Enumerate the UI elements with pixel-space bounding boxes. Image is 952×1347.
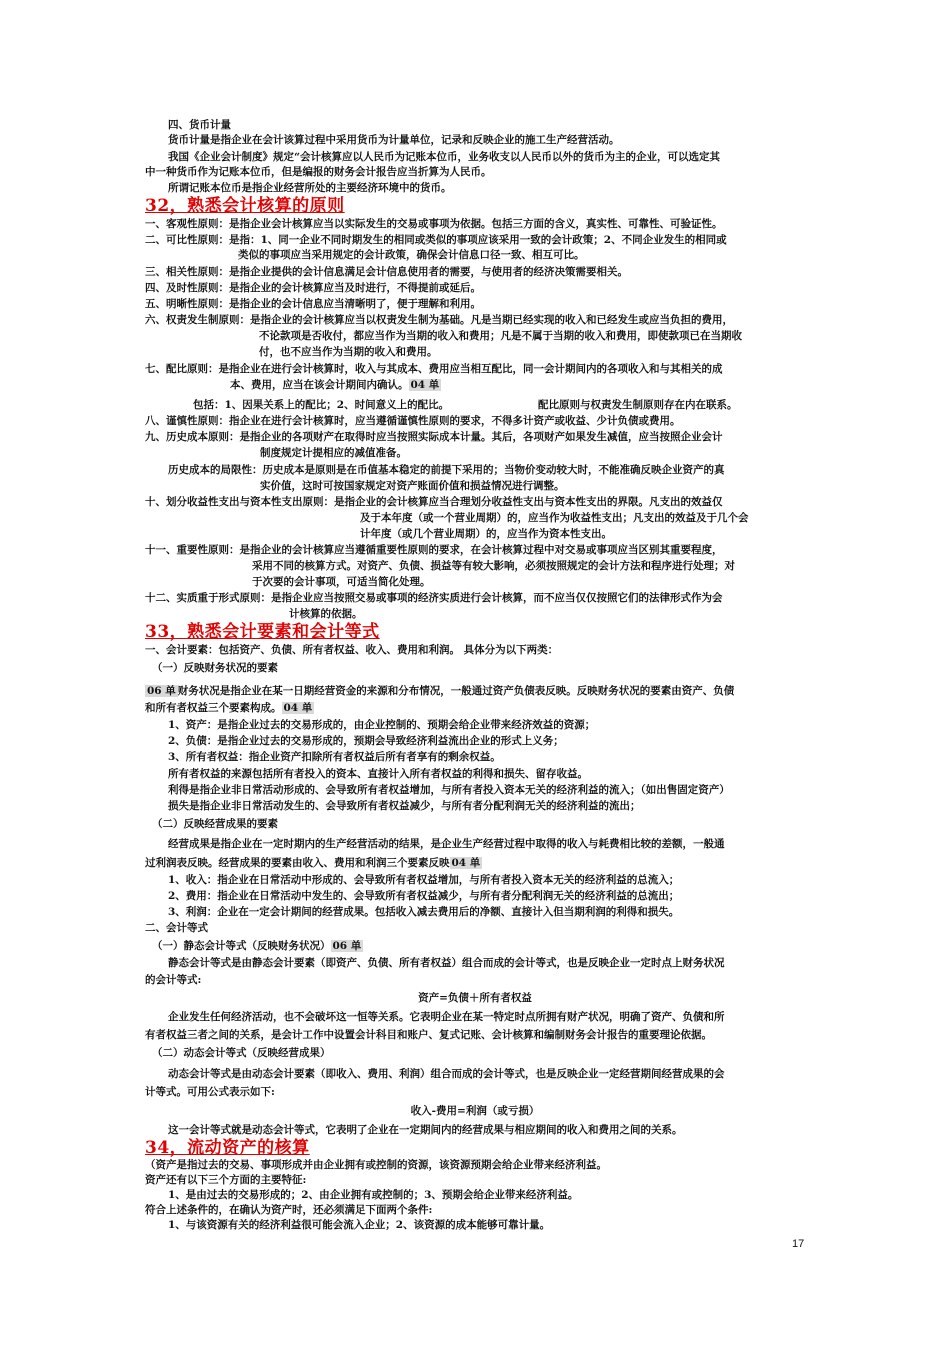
asset-line: 1、是由过去的交易形成的；2、由企业拥有或控制的；3、预期会给企业带来经济利益。 (168, 1189, 579, 1201)
element-line: 动态会计等式是由动态会计要素（即收入、费用、利润）组合而成的会计等式，也是反映企业一定经营期间经营成果的会 (168, 1068, 725, 1080)
element-line: 企业发生任何经济活动，也不会破坏这一恒等关系。它表明企业在某一特定时点所拥有财产状况，明确了资产、负债和所 (168, 1011, 725, 1023)
heading-34: 34，流动资产的核算 (145, 1138, 310, 1158)
element-line: 一、会计要素：包括资产、负债、所有者权益、收入、费用和利润。 具体分为以下两类： (145, 644, 559, 656)
element-line: 利得是指企业非日常活动形成的、会导致所有者权益增加，与所有者投入资本无关的经济利益的流入；（如出售固定资产） (168, 784, 730, 796)
principle-line: 八、谨慎性原则：指企业在进行会计核算时，应当遵循谨慎性原则的要求，不得多计资产或收益、少计负债或费用。 (145, 415, 681, 427)
principle-line: 及于本年度（或一个营业周期）的，应当作为收益性支出；凡支出的效益及于几个会 (360, 512, 749, 524)
principle-line: 一、客观性原则：是指企业会计核算应当以实际发生的交易或事项为依据。包括三方面的含义，真实性、可靠性、可验证性。 (145, 218, 723, 230)
element-line: 1、资产：是指企业过去的交易形成的，由企业控制的、预期会给企业带来经济效益的资源； (168, 719, 596, 731)
principle-line: 包括：1、因果关系上的配比；2、时间意义上的配比。 (193, 399, 450, 411)
asset-line: 资产还有以下三个方面的主要特征: (145, 1174, 307, 1186)
element-line: 这一会计等式就是动态会计等式，它表明了企业在一定期间内的经营成果与相应期间的收入和费用之间的关系。 (168, 1124, 683, 1136)
principle-line: 六、权责发生制原则：是指企业的会计核算应当以权责发生制为基础。凡是当期已经实现的收入和已经发生或应当负担的费用， (145, 314, 733, 326)
principle-line: 配比原则与权责发生制原则存在内在联系。 (538, 399, 738, 411)
principle-line: 类似的事项应当采用规定的会计政策，确保会计信息口径一致、相互可比。 (238, 249, 585, 261)
exam-mark: 04 单 (410, 379, 440, 391)
element-line: 的会计等式: (145, 974, 202, 986)
principle-line: 计核算的依据。 (289, 608, 363, 620)
exam-mark: 04 单 (451, 857, 481, 869)
principle-line: 计年度（或几个营业周期）的，应当作为资本性支出。 (360, 528, 612, 540)
principle-line: 不论款项是否收付，都应当作为当期的收入和费用；凡是不属于当期的收入和费用，即使款项已在当期收 (259, 330, 742, 342)
element-line: 损失是指企业非日常活动发生的、会导致所有者权益减少，与所有者分配利润无关的经济利益的流出； (168, 800, 641, 812)
principle-line: 九、历史成本原则：是指企业的各项财产在取得时应当按照实际成本计量。其后，各项财产如果发生减值，应当按照企业会计 (145, 431, 723, 443)
element-line (145, 701, 314, 715)
paragraph: 所谓记账本位币是指企业经营所处的主要经济环境中的货币。 (168, 182, 452, 194)
section-title-money: 四、货币计量 (168, 119, 231, 131)
element-text: 财务状况是指企业在某一日期经营资金的来源和分布情况，一般通过资产负债表反映。反映财务状况的要素由资产、负债 (177, 685, 735, 697)
heading-33: 33，熟悉会计要素和会计等式 (145, 622, 380, 642)
principle-line: 二、可比性原则：是指：1、同一企业不同时期发生的相同或类似的事项应该采用一致的会计政策；2、不同企业发生的相同或 (145, 234, 727, 246)
principle-line: 历史成本的局限性：历史成本是原则是在币值基本稳定的前提下采用的；当物价变动较大时，不能准确反映企业资产的真 (168, 464, 725, 476)
element-line: 3、所有者权益：指企业资产扣除所有者权益后所有者享有的剩余权益。 (168, 751, 501, 763)
paragraph: 我国《企业会计制度》规定“会计核算应以人民币为记账本位币，业务收支以人民币以外的货币为主的企业，可以选定其 (168, 151, 721, 163)
element-line: （一）反映财务状况的要素 (152, 662, 278, 674)
element-line: 二、会计等式 (145, 922, 208, 934)
element-line: 2、费用：指企业在日常活动中发生的、会导致所有者权益减少，与所有者分配利润无关的经济利益的总流出； (168, 890, 680, 902)
element-line: 2、负债：是指企业过去的交易形成的，预期会导致经济利益流出企业的形式上义务； (168, 735, 564, 747)
asset-line: 符合上述条件的，在确认为资产时，还必须满足下面两个条件: (145, 1204, 433, 1216)
exam-mark: 06 单 (147, 685, 176, 697)
principle-line: 十、划分收益性支出与资本性支出原则：是指企业的会计核算应当合理划分收益性支出与资本性支出的界限。凡支出的效益仅 (145, 496, 723, 508)
element-line (152, 939, 363, 953)
paragraph: 货币计量是指企业在会计该算过程中采用货币为计量单位，记录和反映企业的施工生产经营活动。 (168, 134, 620, 146)
asset-line: 1、与该资源有关的经济利益很可能会流入企业；2、该资源的成本能够可靠计量。 (168, 1219, 551, 1231)
element-line (145, 856, 482, 870)
principle-line: 四、及时性原则：是指企业的会计核算应当及时进行，不得提前或延后。 (145, 282, 481, 294)
element-line: 所有者权益的来源包括所有者投入的资本、直接计入所有者权益的利得和损失、留存收益。 (168, 768, 588, 780)
principle-line: 制度规定计提相应的减值准备。 (260, 447, 407, 459)
element-line: 3、利润：企业在一定会计期间的经营成果。包括收入减去费用后的净额、直接计入但当期利润的利得和损失。 (168, 906, 680, 918)
principle-line: 十一、重要性原则：是指企业的会计核算应当遵循重要性原则的要求，在会计核算过程中对交易或事项应当区别其重要程度， (145, 544, 723, 556)
principle-line: 采用不同的核算方式。对资产、负债、损益等有较大影响，必须按照规定的会计方法和程序进行处理；对 (252, 560, 735, 572)
principle-line: 于次要的会计事项，可适当简化处理。 (252, 576, 431, 588)
element-line: 计等式。可用公式表示如下: (145, 1086, 275, 1098)
principle-text: 本、费用，应当在该会计期间内确认。 (230, 379, 409, 391)
element-line: 静态会计等式是由静态会计要素（即资产、负债、所有者权益）组合而成的会计等式，也是反映企业一定时点上财务状况 (168, 957, 725, 969)
principle-line: 十二、实质重于形式原则：是指企业应当按照交易或事项的经济实质进行会计核算，而不应当仅仅按照它们的法律形式作为会 (145, 592, 723, 604)
element-line: 经营成果是指企业在一定时期内的生产经营活动的结果，是企业生产经营过程中取得的收入与耗费相比较的差额，一般通 (168, 838, 725, 850)
element-text: 和所有者权益三个要素构成。 (145, 702, 282, 714)
equation-dynamic: 收入-费用=利润（或亏损） (410, 1105, 540, 1117)
page-number: 17 (792, 1238, 805, 1250)
paragraph: 中一种货币作为记账本位币，但是编报的财务会计报告应当折算为人民币。 (145, 166, 492, 178)
principle-line (230, 378, 441, 392)
exam-mark: 04 单 (283, 702, 313, 714)
principle-line: 付，也不应当作为当期的收入和费用。 (259, 346, 438, 358)
element-line: 有者权益三者之间的关系，是会计工作中设置会计科目和账户、复式记账、会计核算和编制财务会计报告的重要理论依据。 (145, 1029, 712, 1041)
element-line: 1、收入：指企业在日常活动中形成的、会导致所有者权益增加，与所有者投入资本无关的经济利益的总流入； (168, 874, 680, 886)
principle-line: 五、明晰性原则：是指企业的会计信息应当清晰明了，便于理解和利用。 (145, 298, 481, 310)
principle-line: 实价值，这时可按国家规定对资产账面价值和损益情况进行调整。 (260, 480, 565, 492)
element-line: （二）动态会计等式（反映经营成果） (152, 1047, 331, 1059)
exam-mark: 06 单 (332, 940, 362, 952)
asset-line: （资产是指过去的交易、事项形成并由企业拥有或控制的资源，该资源预期会给企业带来经济利益。 (145, 1159, 607, 1171)
element-text: 过利润表反映。经营成果的要素由收入、费用和利润三个要素反映 (145, 857, 450, 869)
element-line: （二）反映经营成果的要素 (152, 818, 278, 830)
principle-line: 三、相关性原则：是指企业提供的会计信息满足会计信息使用者的需要，与使用者的经济决策需要相关。 (145, 266, 628, 278)
heading-32: 32，熟悉会计核算的原则 (145, 196, 345, 216)
element-text: （一）静态会计等式（反映财务状况） (152, 940, 331, 952)
equation-static: 资产=负债＋所有者权益 (418, 992, 532, 1004)
principle-line: 七、配比原则：是指企业在进行会计核算时，收入与其成本、费用应当相互配比，同一会计期间内的各项收入和与其相关的成 (145, 363, 723, 375)
element-line (145, 684, 734, 698)
